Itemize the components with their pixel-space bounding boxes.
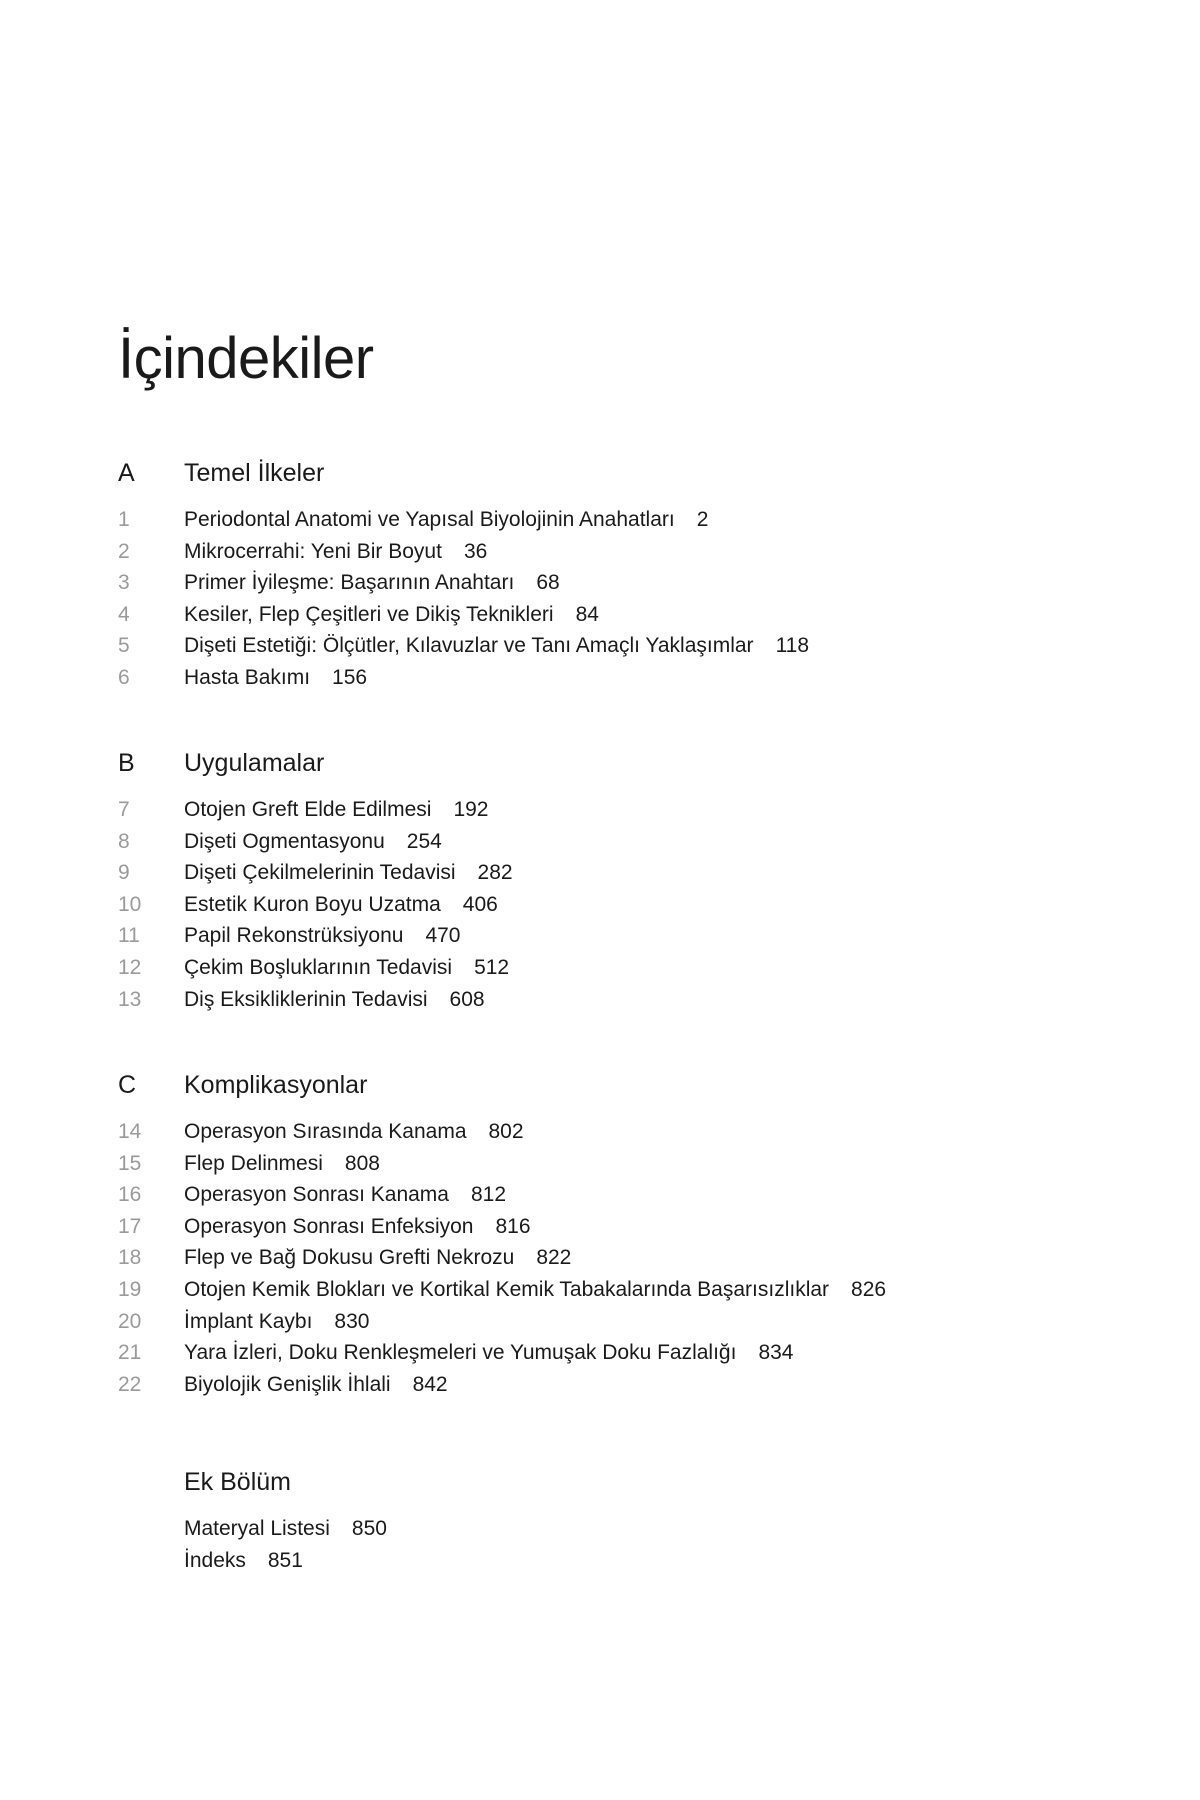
section-letter: A (118, 459, 135, 487)
page-number: 84 (575, 602, 599, 626)
chapter-label (184, 1148, 380, 1180)
page-number: 851 (267, 1548, 303, 1572)
entry-list (0, 1513, 1200, 1576)
page-number: 156 (332, 665, 368, 689)
chapter-number: 21 (118, 1341, 142, 1365)
chapter-number: 4 (118, 602, 130, 626)
page-number: 406 (462, 892, 498, 916)
toc-entry[interactable] (0, 536, 1200, 568)
chapter-title: Mikrocerrahi: Yeni Bir Boyut (184, 539, 442, 563)
page-number: 512 (474, 955, 510, 979)
chapter-title: Yara İzleri, Doku Renkleşmeleri ve Yumuşak Doku Fazlalığı (184, 1341, 737, 1365)
toc-entry[interactable] (0, 920, 1200, 952)
chapter-title: İmplant Kaybı (184, 1309, 313, 1333)
chapter-label (184, 1179, 506, 1211)
chapter-label (184, 662, 367, 694)
chapter-number: 10 (118, 892, 142, 916)
toc-entry[interactable] (0, 984, 1200, 1016)
section-title: Uygulamalar (184, 749, 325, 777)
page-number: 192 (453, 798, 489, 821)
toc-section (0, 746, 1200, 1015)
chapter-title: Operasyon Sırasında Kanama (184, 1120, 467, 1143)
page-number: 830 (334, 1309, 370, 1333)
chapter-title: İndeks (184, 1548, 246, 1572)
entry-list (0, 1116, 1200, 1400)
page-number: 816 (495, 1214, 531, 1238)
toc-entry[interactable] (0, 952, 1200, 984)
chapter-title: Flep Delinmesi (184, 1151, 323, 1175)
chapter-number: 20 (118, 1309, 142, 1333)
chapter-number: 12 (118, 955, 142, 979)
chapter-title: Dişeti Ogmentasyonu (184, 829, 385, 853)
chapter-number: 7 (118, 798, 130, 821)
toc-entry[interactable] (0, 794, 1200, 826)
chapter-label (184, 1274, 886, 1306)
chapter-number: 22 (118, 1372, 142, 1396)
chapter-label (184, 1337, 794, 1369)
chapter-title: Flep ve Bağ Dokusu Grefti Nekrozu (184, 1246, 515, 1270)
toc-entry[interactable] (0, 1306, 1200, 1338)
section-letter: B (118, 749, 135, 777)
section-letter: C (118, 1071, 137, 1099)
chapter-title: Primer İyileşme: Başarının Anahtarı (184, 571, 515, 595)
chapter-number: 17 (118, 1214, 142, 1238)
chapter-number: 15 (118, 1151, 142, 1175)
toc-entry[interactable] (0, 1116, 1200, 1148)
page-number: 254 (406, 829, 442, 853)
toc-entry[interactable] (0, 826, 1200, 858)
page-number: 608 (449, 987, 485, 1011)
section-header (0, 1465, 1200, 1499)
page-number: 282 (477, 861, 513, 885)
chapter-title: Biyolojik Genişlik İhlali (184, 1372, 391, 1396)
chapter-title: Materyal Listesi (184, 1517, 330, 1540)
page-title: İçindekiler (118, 326, 374, 391)
chapter-label (184, 599, 599, 631)
chapter-title: Periodontal Anatomi ve Yapısal Biyolojinin Anahatları (184, 508, 675, 531)
chapter-number: 14 (118, 1120, 142, 1143)
chapter-number: 11 (118, 924, 140, 948)
chapter-label (184, 536, 487, 568)
toc-entry[interactable] (0, 1179, 1200, 1211)
toc-entry[interactable] (0, 567, 1200, 599)
page-number: 808 (344, 1151, 380, 1175)
chapter-number: 8 (118, 829, 130, 853)
chapter-title: Dişeti Estetiği: Ölçütler, Kılavuzlar ve Tanı Amaçlı Yaklaşımlar (184, 634, 754, 658)
page-number: 68 (536, 571, 560, 595)
chapter-number: 16 (118, 1183, 142, 1207)
toc-entry[interactable] (0, 1148, 1200, 1180)
chapter-title: Operasyon Sonrası Kanama (184, 1183, 449, 1207)
chapter-title: Estetik Kuron Boyu Uzatma (184, 892, 441, 916)
toc-section (0, 1465, 1200, 1576)
chapter-label (184, 1242, 571, 1274)
toc-entry[interactable] (0, 630, 1200, 662)
chapter-number: 1 (118, 508, 130, 531)
chapter-title: Kesiler, Flep Çeşitleri ve Dikiş Teknikleri (184, 602, 554, 626)
chapter-label (184, 1513, 387, 1545)
chapter-title: Dişeti Çekilmelerinin Tedavisi (184, 861, 456, 885)
section-header (0, 1068, 1200, 1102)
chapter-title: Otojen Kemik Blokları ve Kortikal Kemik Tabakalarında Başarısızlıklar (184, 1277, 830, 1301)
chapter-label (184, 1369, 448, 1401)
page-number: 118 (775, 634, 810, 658)
chapter-title: Otojen Greft Elde Edilmesi (184, 798, 432, 821)
entry-list (0, 794, 1200, 1015)
toc-entry[interactable] (0, 1337, 1200, 1369)
page-number: 802 (488, 1120, 524, 1143)
page-number: 850 (351, 1517, 387, 1540)
chapter-number: 6 (118, 665, 130, 689)
page-number: 470 (425, 924, 461, 948)
chapter-number: 2 (118, 539, 130, 563)
page-number: 812 (470, 1183, 507, 1207)
chapter-label (184, 1545, 303, 1577)
toc-entry[interactable] (0, 1545, 1200, 1577)
chapter-label (184, 984, 485, 1016)
chapter-title: Hasta Bakımı (184, 665, 311, 689)
page-number: 822 (536, 1246, 572, 1270)
toc-entry[interactable] (0, 1369, 1200, 1401)
toc-entry[interactable] (0, 1513, 1200, 1545)
toc-entry[interactable] (0, 857, 1200, 889)
chapter-title: Çekim Boşluklarının Tedavisi (184, 955, 453, 979)
section-header (0, 456, 1200, 490)
section-title: Temel İlkeler (184, 459, 325, 487)
chapter-number: 5 (118, 634, 130, 658)
section-title: Komplikasyonlar (184, 1071, 368, 1099)
toc-entry[interactable] (0, 504, 1200, 536)
toc-entry[interactable] (0, 599, 1200, 631)
chapter-number: 9 (118, 861, 130, 885)
chapter-label (184, 794, 488, 826)
toc-section (0, 456, 1200, 694)
toc-section (0, 1068, 1200, 1400)
chapter-label (184, 1306, 369, 1338)
chapter-label (184, 567, 560, 599)
page-number: 842 (412, 1372, 448, 1396)
chapter-label (184, 889, 498, 921)
chapter-label (184, 1116, 524, 1148)
toc-entry[interactable] (0, 889, 1200, 921)
chapter-title: Operasyon Sonrası Enfeksiyon (184, 1214, 474, 1238)
chapter-number: 18 (118, 1246, 142, 1270)
toc-entry[interactable] (0, 1211, 1200, 1243)
chapter-label (184, 826, 442, 858)
chapter-label (184, 504, 708, 536)
page-number: 2 (696, 508, 709, 531)
toc-entry[interactable] (0, 1274, 1200, 1306)
chapter-label (184, 920, 461, 952)
section-header (0, 746, 1200, 780)
chapter-label (184, 857, 513, 889)
toc-entry[interactable] (0, 662, 1200, 694)
page-number: 826 (851, 1277, 887, 1301)
section-title: Ek Bölüm (184, 1468, 291, 1496)
toc-entry[interactable] (0, 1242, 1200, 1274)
chapter-label (184, 1211, 531, 1243)
chapter-label (184, 630, 809, 662)
chapter-number: 19 (118, 1277, 142, 1301)
entry-list (0, 504, 1200, 694)
chapter-number: 13 (118, 987, 142, 1011)
chapter-title: Papil Rekonstrüksiyonu (184, 924, 404, 948)
chapter-title: Diş Eksikliklerinin Tedavisi (184, 987, 428, 1011)
page-number: 36 (463, 539, 488, 563)
page-number: 834 (758, 1341, 794, 1365)
chapter-number: 3 (118, 571, 130, 595)
chapter-label (184, 952, 509, 984)
